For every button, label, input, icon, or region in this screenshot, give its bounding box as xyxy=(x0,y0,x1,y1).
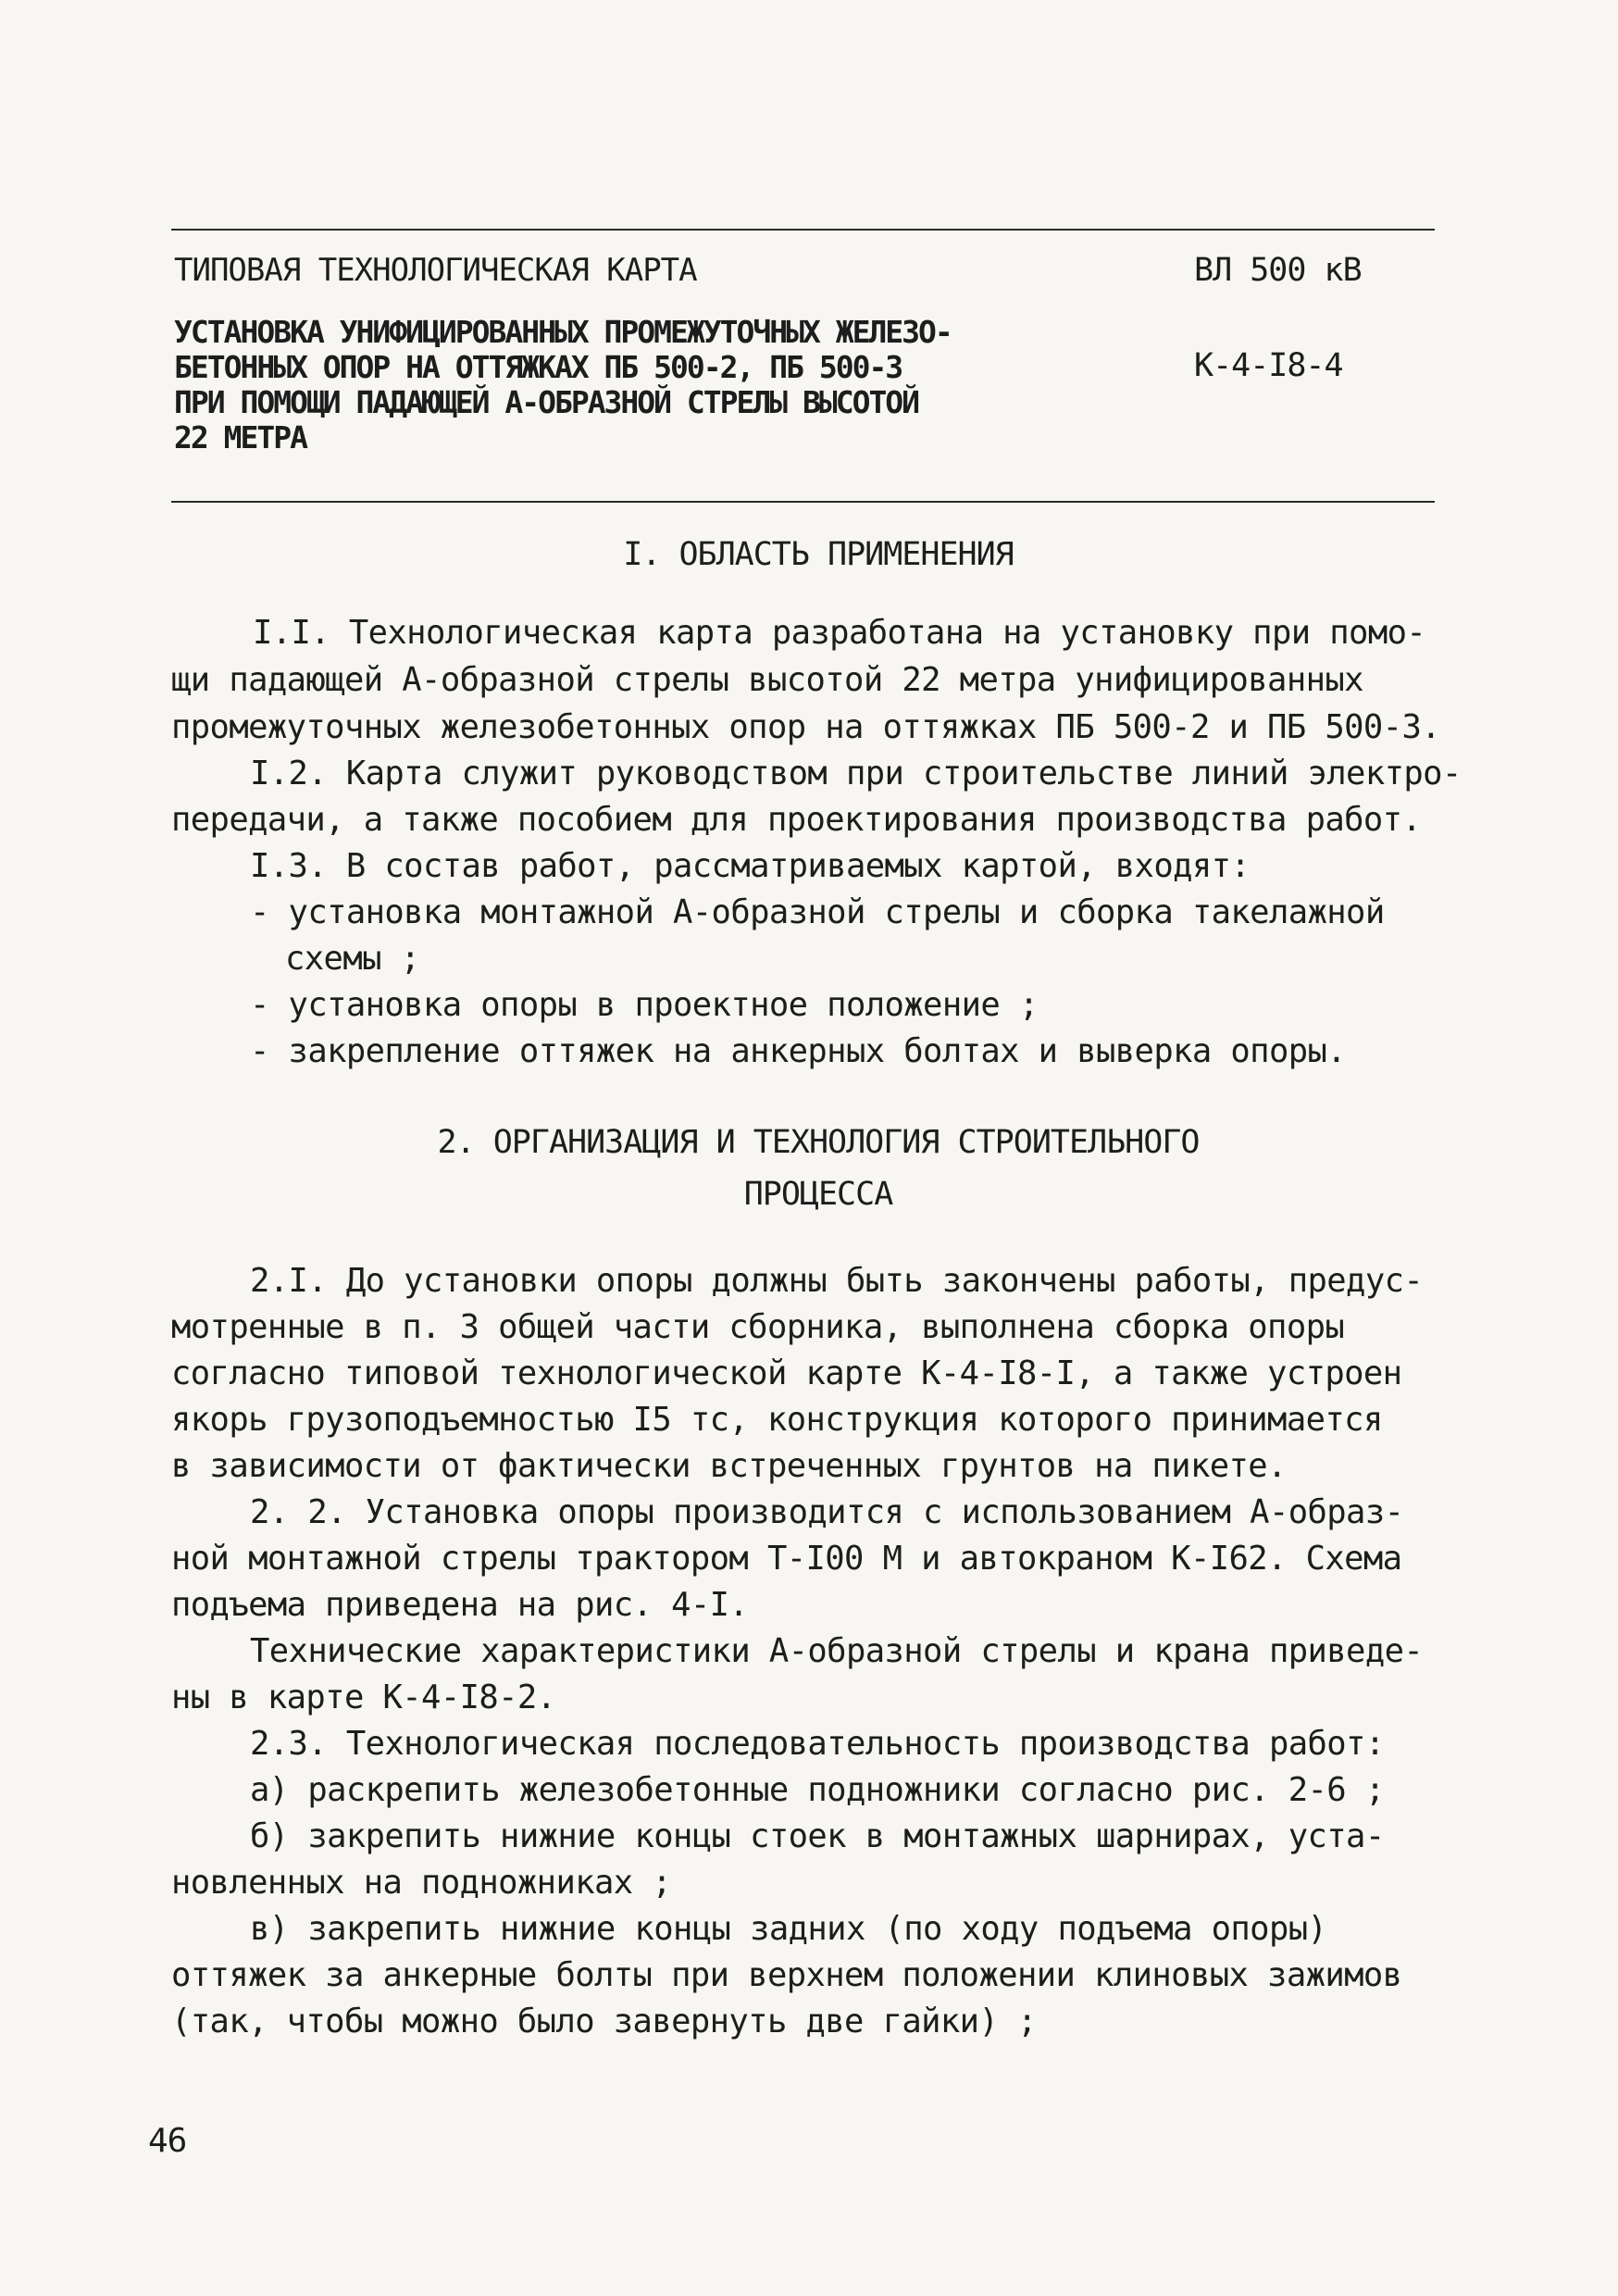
section2-list-item: а) раскрепить железобетонные подножники согласно рис. 2-6 ; xyxy=(250,1771,1385,1809)
section2-line: подъема приведена на рис. 4-I. xyxy=(171,1586,749,1624)
section1-list-item: - закрепление оттяжек на анкерных болтах и выверка опоры. xyxy=(250,1032,1347,1070)
header-top-rule xyxy=(171,229,1435,231)
section1-line: I.I. Технологическая карта разработана на установку при помо- xyxy=(253,614,1426,652)
section2-line: мотренные в п. 3 общей части сборника, выполнена сборка опоры xyxy=(171,1308,1345,1346)
section2-heading-cont: ПРОЦЕССА xyxy=(743,1176,893,1213)
section1-line: промежуточных железобетонных опор на оттяжках ПБ 500-2 и ПБ 500-3. xyxy=(171,708,1441,746)
document-code: К-4-I8-4 xyxy=(1194,347,1343,384)
header-title: ТИПОВАЯ ТЕХНОЛОГИЧЕСКАЯ КАРТА xyxy=(174,252,697,289)
subtitle-line: 22 МЕТРА xyxy=(174,419,306,455)
section2-list-item-cont: (так, чтобы можно было завернуть две гайки) ; xyxy=(171,2003,1037,2040)
section2-heading: 2. ОРГАНИЗАЦИЯ И ТЕХНОЛОГИЯ СТРОИТЕЛЬНОГО xyxy=(437,1124,1200,1161)
section2-line: 2.I. До установки опоры должны быть закончены работы, предус- xyxy=(250,1262,1424,1300)
section1-heading: I. ОБЛАСТЬ ПРИМЕНЕНИЯ xyxy=(623,536,1014,573)
section2-list-item-cont: оттяжек за анкерные болты при верхнем положении клиновых зажимов xyxy=(171,1956,1402,1994)
section2-list-item: в) закрепить нижние концы задних (по ходу подъема опоры) xyxy=(250,1910,1327,1948)
section2-line: Технические характеристики А-образной стрелы и крана приведе- xyxy=(250,1632,1424,1670)
section1-line: передачи, а также пособием для проектирования производства работ. xyxy=(171,801,1422,839)
section1-list-item-cont: схемы ; xyxy=(285,940,420,978)
section2-line: ны в карте К-4-I8-2. xyxy=(171,1678,556,1716)
section2-line: якорь грузоподъемностью I5 тс, конструкция которого принимается xyxy=(171,1401,1383,1439)
page-number: 46 xyxy=(148,2122,187,2160)
section1-line: I.3. В состав работ, рассматриваемых картой, входят: xyxy=(250,847,1251,885)
section1-line: щи падающей А-образной стрелы высотой 22 метра унифицированных xyxy=(171,661,1363,699)
section2-list-item: б) закрепить нижние концы стоек в монтажных шарнирах, уста- xyxy=(250,1817,1385,1855)
section1-list-item: - установка монтажной А-образной стрелы и сборка такелажной xyxy=(250,893,1385,931)
section2-line: ной монтажной стрелы трактором Т-I00 М и автокраном К-I62. Схема xyxy=(171,1540,1402,1578)
section2-line: в зависимости от фактически встреченных грунтов на пикете. xyxy=(171,1447,1287,1485)
section1-line: I.2. Карта служит руководством при строительстве линий электро- xyxy=(250,755,1462,792)
header-subtitle xyxy=(174,315,952,455)
line-code: ВЛ 500 кВ xyxy=(1194,252,1362,289)
section2-line: 2.3. Технологическая последовательность производства работ: xyxy=(250,1725,1385,1763)
section2-line: согласно типовой технологической карте К-4-I8-I, а также устроен xyxy=(171,1354,1402,1392)
subtitle-line: ПРИ ПОМОЩИ ПАДАЮЩЕЙ А-ОБРАЗНОЙ СТРЕЛЫ ВЫСОТОЙ xyxy=(174,384,919,420)
section2-line: 2. 2. Установка опоры производится с использованием А-образ- xyxy=(250,1493,1404,1531)
subtitle-line: БЕТОННЫХ ОПОР НА ОТТЯЖКАХ ПБ 500-2, ПБ 500-3 xyxy=(174,349,902,385)
section2-list-item-cont: новленных на подножниках ; xyxy=(171,1864,672,1902)
subtitle-line: УСТАНОВКА УНИФИЦИРОВАННЫХ ПРОМЕЖУТОЧНЫХ ЖЕЛЕЗО- xyxy=(174,314,952,350)
header-bottom-rule xyxy=(171,501,1435,503)
section1-list-item: - установка опоры в проектное положение ; xyxy=(250,986,1039,1024)
